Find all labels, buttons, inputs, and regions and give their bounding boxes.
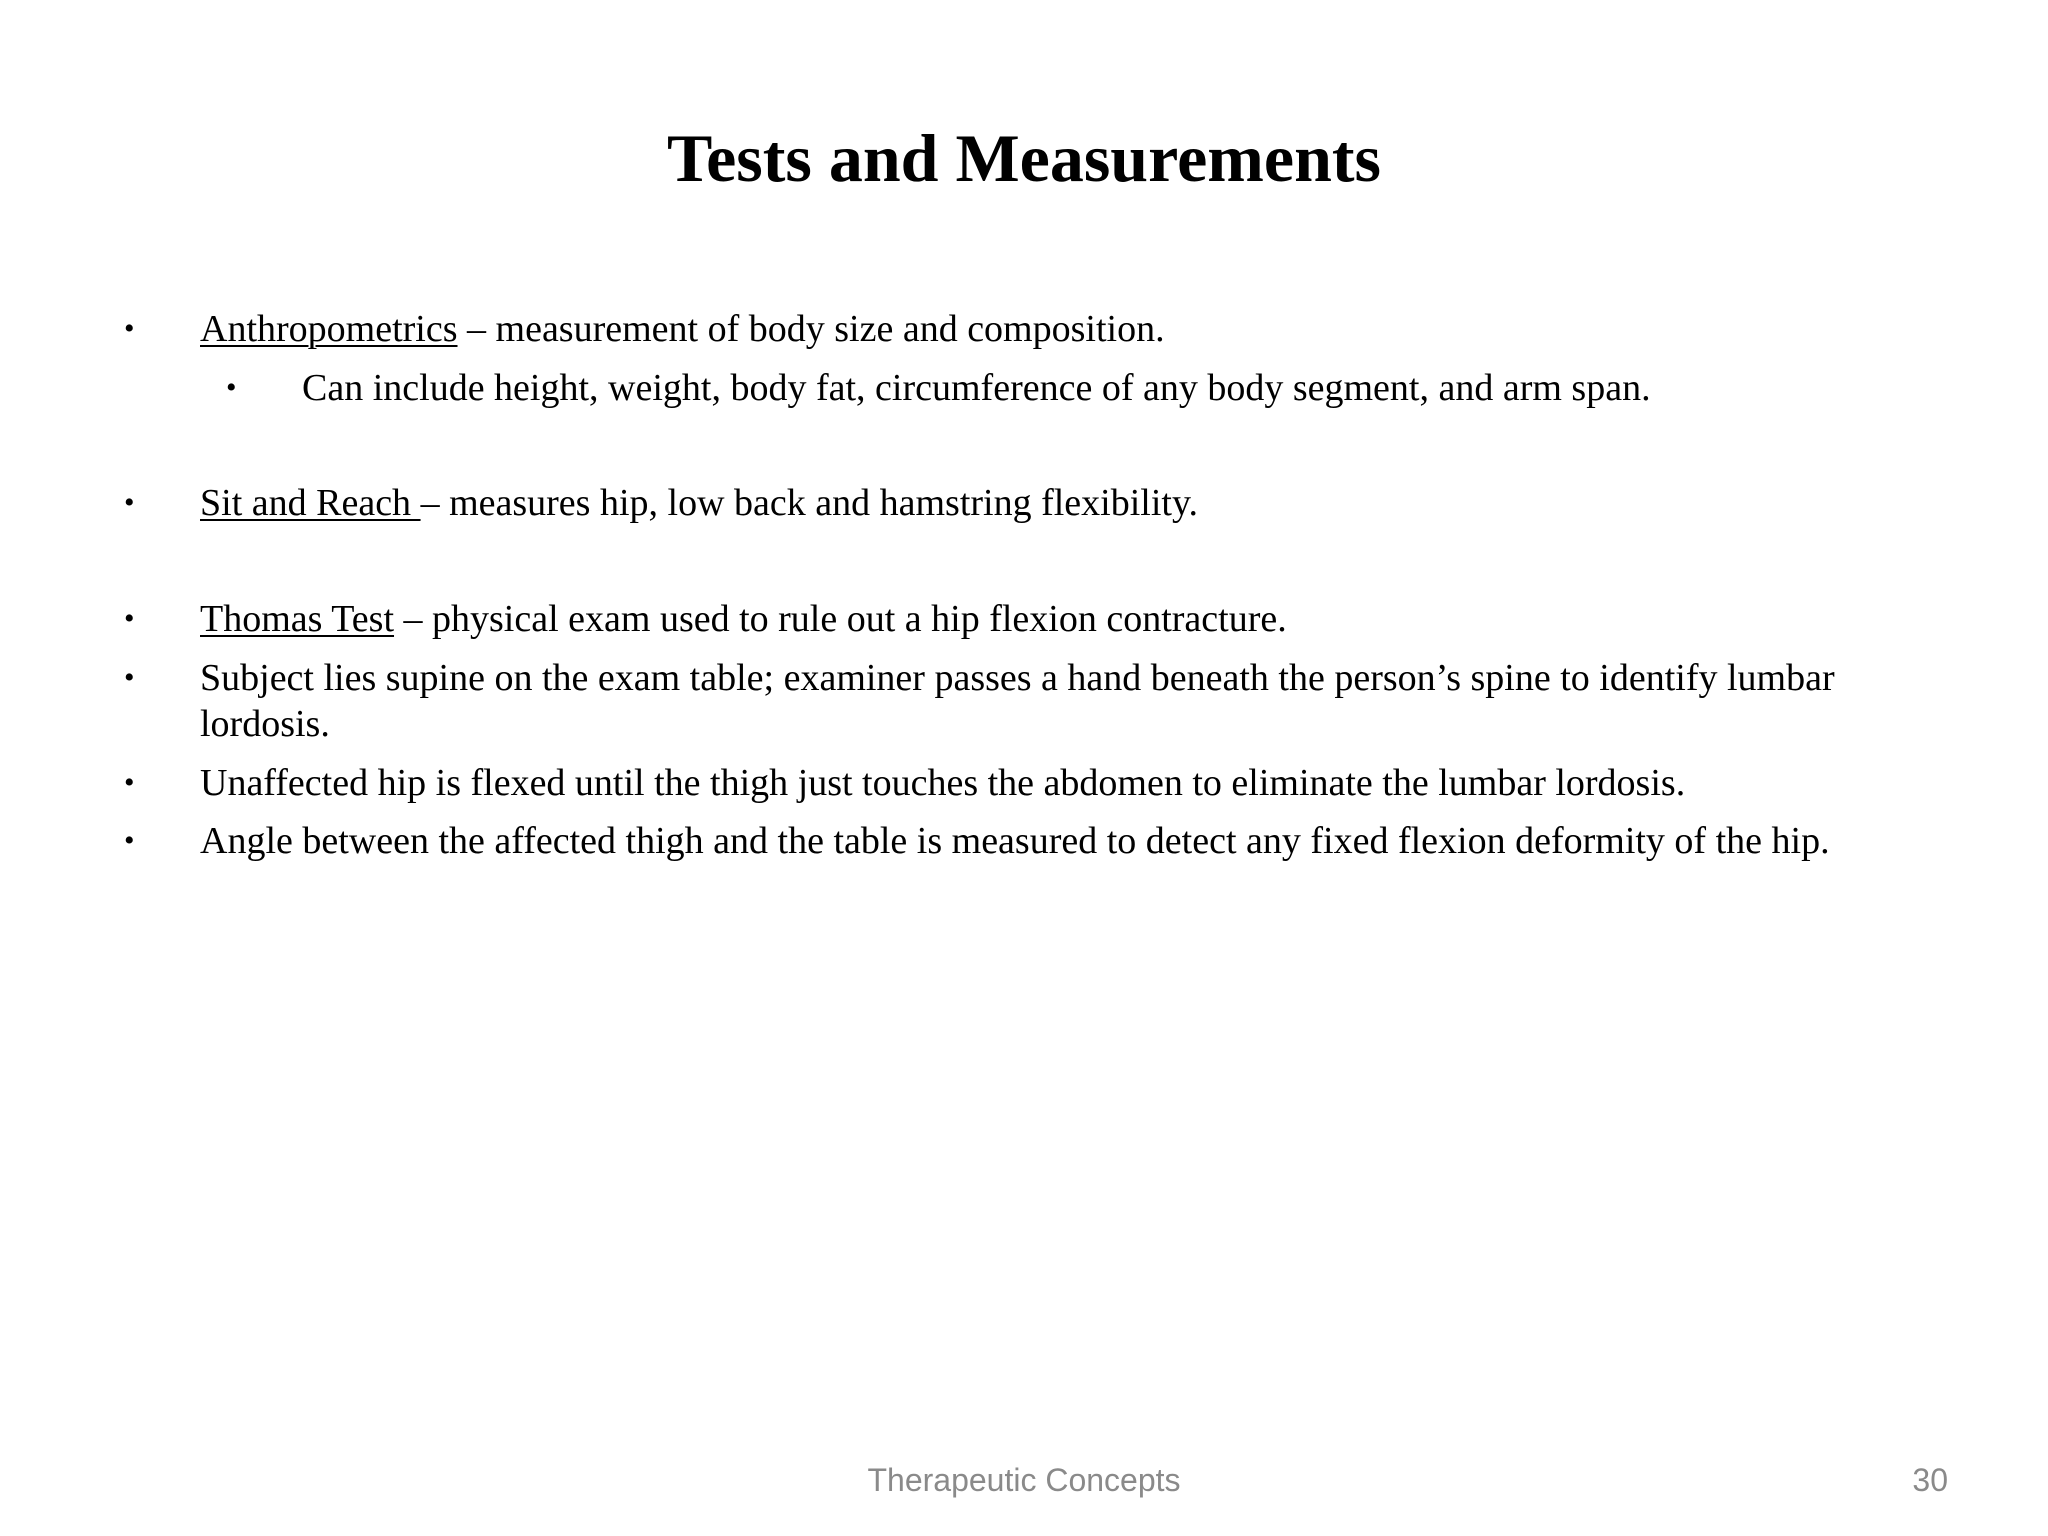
sub-bullet-measurements [302, 365, 1651, 411]
bullet-text: Angle between the affected thigh and the table is measured to detect any fixed flexion deformity of the hip. [200, 820, 1830, 862]
bullet-sit-and-reach [200, 480, 1198, 526]
bullet-thomas-test [200, 596, 1287, 642]
bullet-text: – measures hip, low back and hamstring flexibility. [420, 482, 1198, 524]
page-number: 30 [1912, 1462, 1948, 1498]
bullet-text: – measurement of body size and composition. [457, 308, 1165, 350]
bullet-marker: • [124, 661, 135, 694]
bullet-subject-supine [200, 655, 1960, 747]
sub-bullet-text: Can include height, weight, body fat, circumference of any body segment, and arm span. [302, 367, 1651, 409]
bullet-text: Subject lies supine on the exam table; examiner passes a hand beneath the person’s spine to identify lumbar lordosis. [200, 657, 1835, 745]
bullet-marker: • [124, 312, 135, 345]
term-thomas-test: Thomas Test [200, 598, 395, 640]
bullet-text: – physical exam used to rule out a hip flexion contracture. [394, 598, 1287, 640]
bullet-angle [200, 818, 1830, 864]
sub-bullet-marker: • [226, 371, 237, 404]
bullet-text: Unaffected hip is flexed until the thigh just touches the abdomen to eliminate the lumbar lordosis. [200, 762, 1686, 804]
term-sit-and-reach: Sit and Reach [200, 482, 421, 524]
bullet-unaffected-hip [200, 760, 1685, 806]
bullet-marker: • [124, 766, 135, 799]
footer-title: Therapeutic Concepts [867, 1462, 1181, 1498]
bullet-anthropometrics [200, 306, 1165, 352]
bullet-marker: • [124, 824, 135, 857]
slide-title: Tests and Measurements [666, 120, 1382, 196]
term-anthropometrics: Anthropometrics [200, 308, 458, 350]
bullet-marker: • [124, 486, 135, 519]
bullet-marker: • [124, 602, 135, 635]
